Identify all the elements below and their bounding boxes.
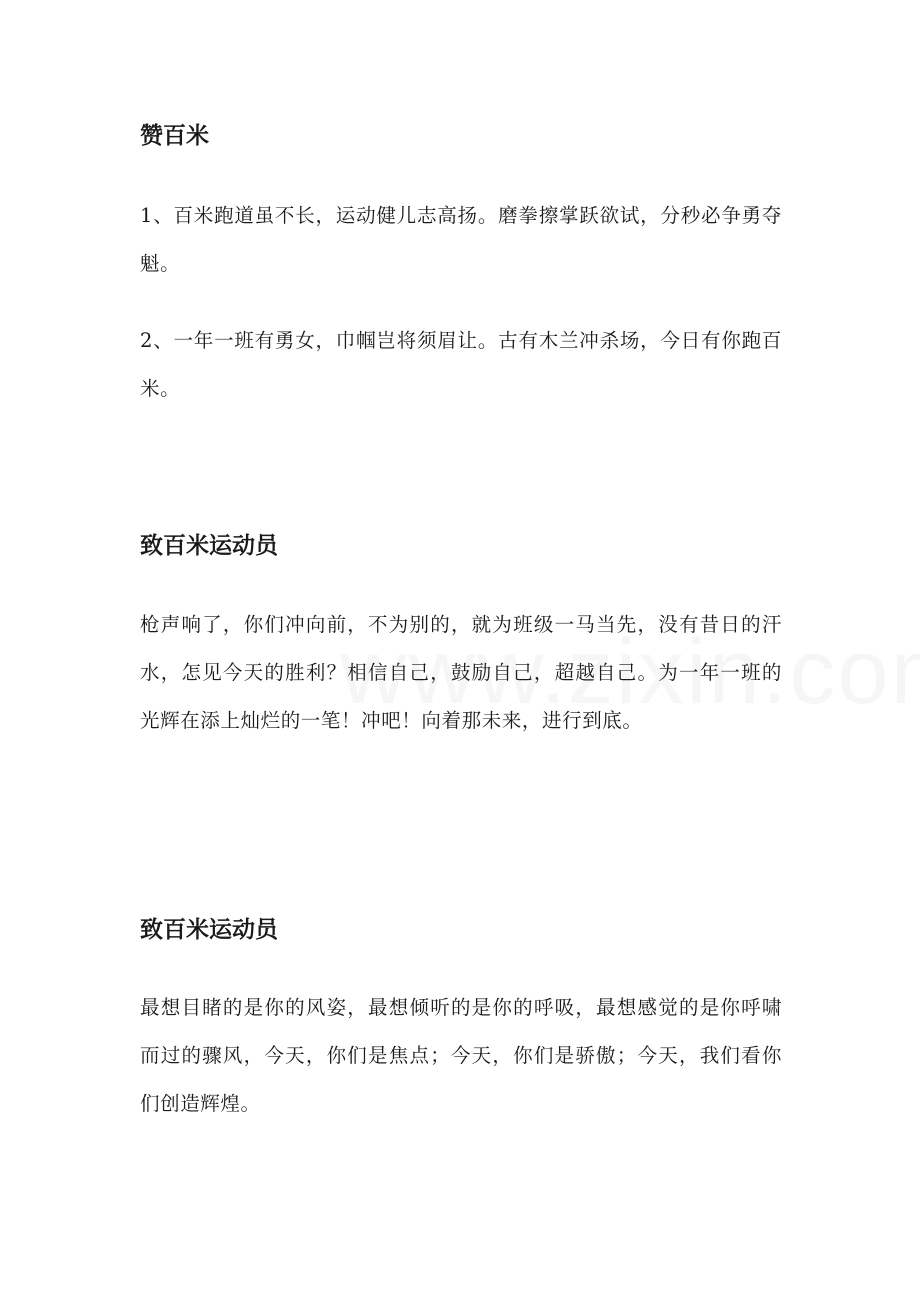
section-title-2: 致百米运动员: [140, 533, 278, 559]
section-1-paragraph-1: 1、百米跑道虽不长，运动健儿志高扬。磨拳擦掌跃欲试，分秒必争勇夺魁。: [140, 204, 782, 275]
section-1-paragraph-2: 2、一年一班有勇女，巾帼岂将须眉让。古有木兰冲杀场，今日有你跑百米。: [140, 329, 782, 400]
section-title-3: 致百米运动员: [140, 917, 278, 943]
section-2-paragraph-1: 枪声响了，你们冲向前，不为别的，就为班级一马当先，没有昔日的汗水，怎见今天的胜利？相信自己，鼓励自己，超越自己。为一年一班的光辉在添上灿烂的一笔！冲吧！向着那未来，进行到底。: [140, 613, 782, 732]
section-3-paragraph-1: 最想目睹的是你的风姿，最想倾听的是你的呼吸，最想感觉的是你呼啸而过的骤风，今天，你们是焦点；今天，你们是骄傲；今天，我们看你们创造辉煌。: [140, 996, 782, 1115]
section-title-1: 赞百米: [140, 123, 209, 149]
